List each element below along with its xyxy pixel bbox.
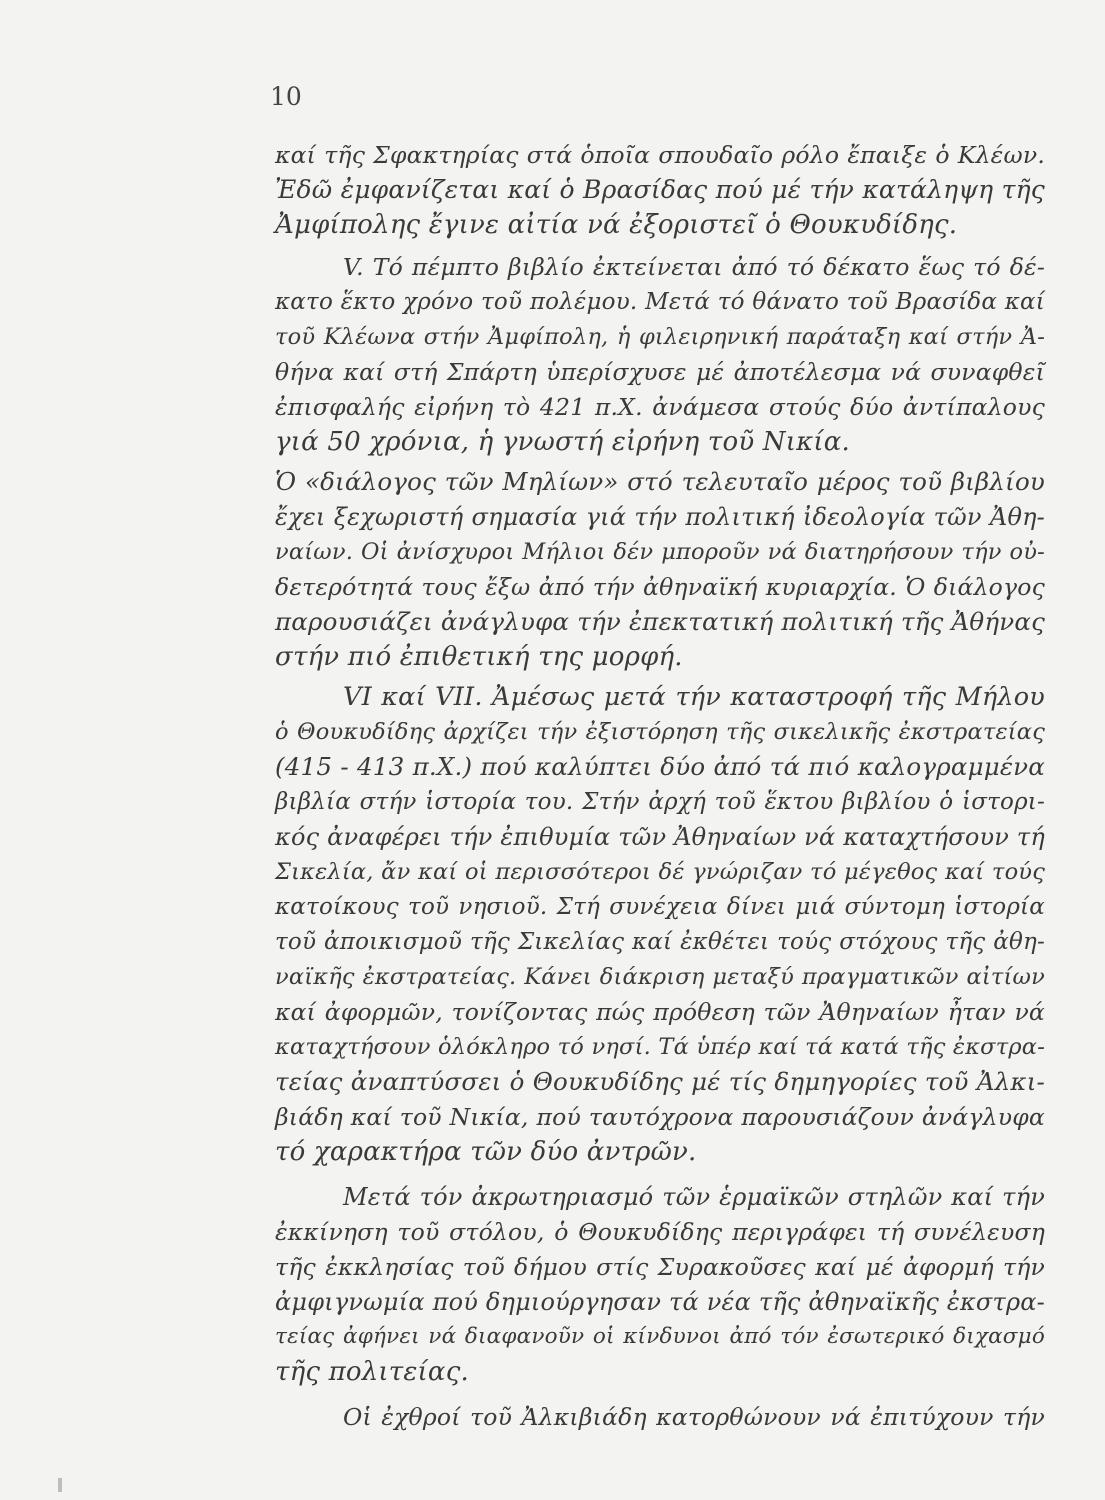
text-line: ναίων. Οἱ ἀνίσχυροι Μήλιοι δέν μποροῦν νά διατηρήσουν τήν οὐ- xyxy=(275,539,1045,565)
text-line: Ὁ «διάλογος τῶν Μηλίων» στό τελευταῖο μέρος τοῦ βιβλίου xyxy=(275,467,1045,496)
text-line: βιάδη καί τοῦ Νικία, πού ταυτόχρονα παρουσιάζουν ἀνάγλυφα xyxy=(275,1103,1045,1131)
text-line: τῆς ἐκκλησίας τοῦ δήμου στίς Συρακοῦσες καί μέ ἀφορμή τήν xyxy=(275,1253,1045,1281)
text-line: Σικελία, ἄν καί οἱ περισσότεροι δέ γνώριζαν τό μέγεθος καί τούς xyxy=(275,859,1045,885)
text-line: καί τῆς Σφακτηρίας στά ὁποῖα σπουδαῖο ρόλο ἔπαιξε ὁ Κλέων. xyxy=(275,141,1045,169)
text-line: ἐπισφαλής εἰρήνη τὸ 421 π.Χ. ἀνάμεσα στούς δύο ἀντίπαλους xyxy=(275,393,1045,421)
text-line: στήν πιό ἐπιθετική της μορφή. xyxy=(275,642,683,672)
text-line: VI καί VII. Ἀμέσως μετά τήν καταστροφή τῆς Μήλου xyxy=(343,682,1045,712)
page-number: 10 xyxy=(270,82,302,111)
text-line: τοῦ Κλέωνα στήν Ἀμφίπολη, ἡ φιλειρηνική παράταξη καί στήν Ἀ- xyxy=(275,324,1045,350)
text-line: τείας ἀφήνει νά διαφανοῦν οἱ κίνδυνοι ἀπό τόν ἐσωτερικό διχασμό xyxy=(275,1324,1045,1349)
text-line: παρουσιάζει ἀνάγλυφα τήν ἐπεκτατική πολιτική τῆς Ἀθήνας xyxy=(275,607,1045,636)
text-line: δετερότητά τους ἔξω ἀπό τήν ἀθηναϊκή κυριαρχία. Ὁ διάλογος xyxy=(275,573,1045,601)
text-line: ἐκκίνηση τοῦ στόλου, ὁ Θουκυδίδης περιγράφει τή συνέλευση xyxy=(275,1218,1045,1246)
text-line: Ἀμφίπολης ἔγινε αἰτία νά ἐξοριστεῖ ὁ Θουκυδίδης. xyxy=(275,210,958,240)
text-line: κατοίκους τοῦ νησιοῦ. Στή συνέχεια δίνει μιά σύντομη ἱστορία xyxy=(275,894,1045,920)
text-line: θήνα καί στή Σπάρτη ὑπερίσχυσε μέ ἀποτέλεσμα νά συναφθεῖ xyxy=(275,358,1045,386)
text-line: τοῦ ἀποικισμοῦ τῆς Σικελίας καί ἐκθέτει τούς στόχους τῆς ἀθη- xyxy=(275,929,1045,955)
text-line: τό χαρακτήρα τῶν δύο ἀντρῶν. xyxy=(275,1137,697,1167)
text-line: ναϊκῆς ἐκστρατείας. Κάνει διάκριση μεταξύ πραγματικῶν αἰτίων xyxy=(275,964,1045,990)
text-line: Μετά τόν ἀκρωτηριασμό τῶν ἑρμαϊκῶν στηλῶν καί τήν xyxy=(343,1183,1045,1211)
text-line: ὁ Θουκυδίδης ἀρχίζει τήν ἐξιστόρηση τῆς σικελικῆς ἐκστρατείας xyxy=(275,719,1045,745)
text-line: Ἐδῶ ἐμφανίζεται καί ὁ Βρασίδας πού μέ τήν κατάληψη τῆς xyxy=(275,175,1045,204)
text-line: ἀμφιγνωμία πού δημιούργησαν τά νέα τῆς ἀθηναϊκῆς ἐκστρα- xyxy=(275,1288,1045,1316)
text-line: ἔχει ξεχωριστή σημασία γιά τήν πολιτική ἰδεολογία τῶν Ἀθη- xyxy=(275,503,1045,531)
text-line: τείας ἀναπτύσσει ὁ Θουκυδίδης μέ τίς δημηγορίες τοῦ Ἀλκι- xyxy=(275,1067,1045,1096)
text-line: V. Τό πέμπτο βιβλίο ἐκτείνεται ἀπό τό δέκατο ἕως τό δέ- xyxy=(343,253,1045,281)
text-line: βιβλία στήν ἱστορία του. Στήν ἀρχή τοῦ ἕκτου βιβλίου ὁ ἱστορι- xyxy=(275,789,1045,815)
text-line: (415 - 413 π.Χ.) πού καλύπτει δύο ἀπό τά πιό καλογραμμένα xyxy=(275,752,1045,781)
text-line: κός ἀναφέρει τήν ἐπιθυμία τῶν Ἀθηναίων νά καταχτήσουν τή xyxy=(275,823,1045,851)
text-line: γιά 50 χρόνια, ἡ γνωστή εἰρήνη τοῦ Νικία. xyxy=(275,427,851,457)
text-line: Οἱ ἐχθροί τοῦ Ἀλκιβιάδη κατορθώνουν νά ἐπιτύχουν τήν xyxy=(343,1403,1045,1431)
text-line: καταχτήσουν ὁλόκληρο τό νησί. Τά ὑπέρ καί τά κατά τῆς ἐκστρα- xyxy=(275,1034,1045,1060)
text-line: κατο ἕκτο χρόνο τοῦ πολέμου. Μετά τό θάνατο τοῦ Βρασίδα καί xyxy=(275,289,1045,315)
text-line: καί ἀφορμῶν, τονίζοντας πώς πρόθεση τῶν Ἀθηναίων ἦταν νά xyxy=(275,998,1045,1026)
text-line: τῆς πολιτείας. xyxy=(275,1357,469,1387)
scan-speck xyxy=(58,1478,62,1492)
